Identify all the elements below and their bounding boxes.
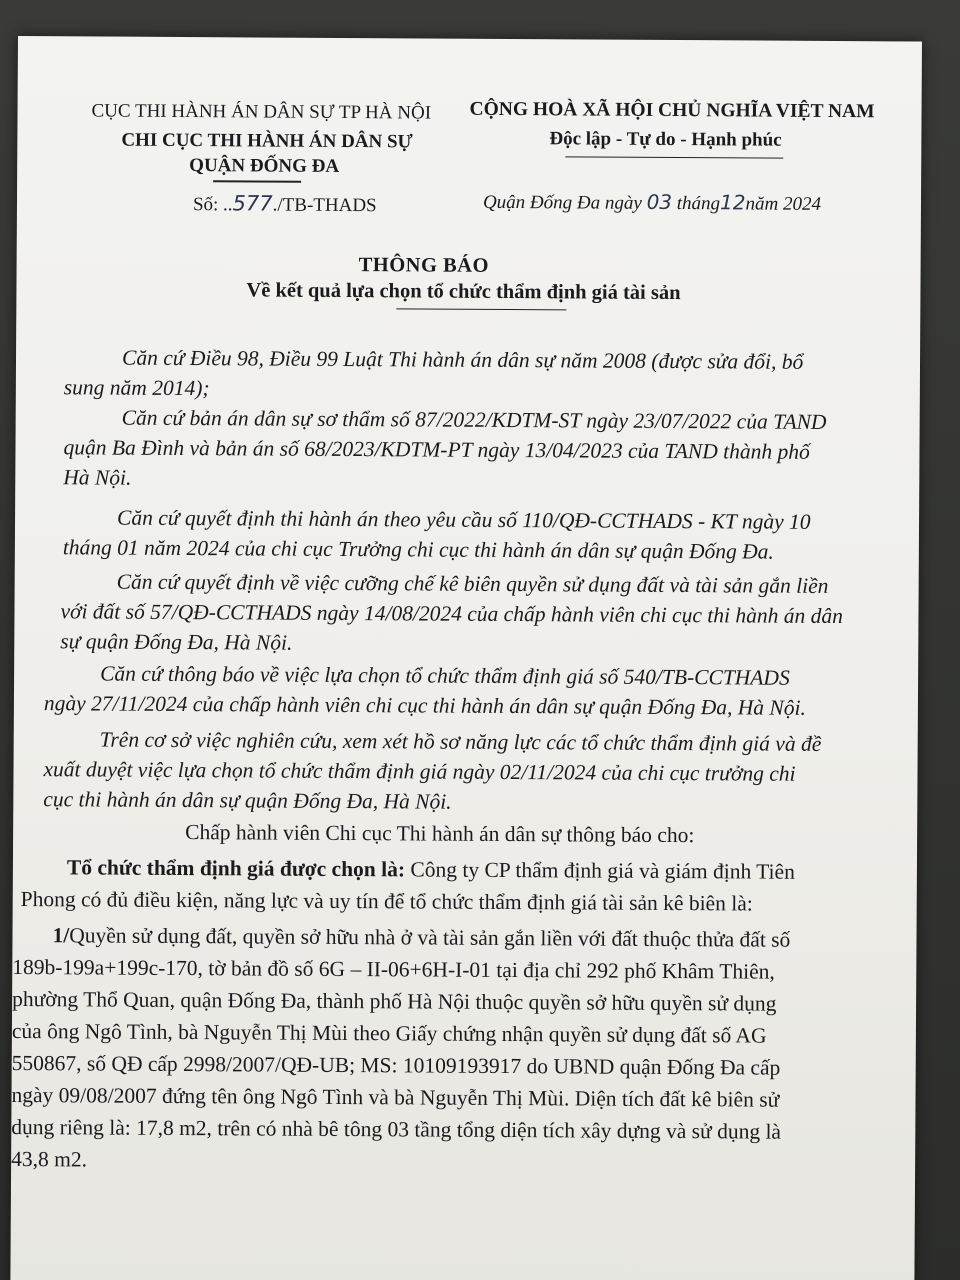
document-number (193, 191, 377, 217)
so-suffix: ./TB-THADS (272, 194, 377, 217)
date-year-label: năm 2024 (745, 193, 822, 215)
date-day: 03 (646, 189, 673, 214)
asset-item-line (52, 920, 790, 955)
agency-line-2: CHI CỤC THI HÀNH ÁN DÂN SỰ (121, 129, 413, 153)
selected-org-line (67, 852, 795, 886)
body-line: tháng 01 năm 2024 của chi cục Trưởng chi cục thi hành án dân sự quận Đống Đa. (62, 535, 774, 564)
body-line: phường Thổ Quan, quận Đống Đa, thành phố Hà Nội thuộc quyền sở hữu quyền sử dụng (12, 986, 777, 1016)
date-line (483, 189, 821, 216)
body-line: 43,8 m2. (11, 1146, 88, 1172)
body-line: của ông Ngô Tình, bà Nguyễn Thị Mùi theo Giấy chứng nhận quyền sử dụng đất số AG (11, 1018, 767, 1048)
body-line: Căn cứ quyết định thi hành án theo yêu cầu số 110/QĐ-CCTHADS - KT ngày 10 (116, 505, 811, 534)
body-line: quận Ba Đình và bản án số 68/2023/KDTM-PT ngày 13/04/2023 của TAND thành phố (63, 435, 810, 464)
motto-underline (565, 156, 783, 158)
notice-subtitle: Về kết quả lựa chọn tổ chức thẩm định giá tài sản (246, 279, 681, 305)
title-underline (396, 308, 566, 310)
body-line: Căn cứ thông báo về việc lựa chọn tổ chức thẩm định giá số 540/TB-CCTHADS (100, 661, 790, 690)
body-line: Căn cứ quyết định về việc cưỡng chế kê biên quyền sử dụng đất và tài sản gắn liền (116, 569, 829, 598)
body-line: sự quận Đống Đa, Hà Nội. (60, 629, 293, 655)
body-line: Căn cứ Điều 98, Điều 99 Luật Thi hành án dân sự năm 2008 (được sửa đổi, bổ (121, 345, 804, 374)
so-handwritten: 577 (232, 191, 273, 216)
agency-line-3: QUẬN ĐỐNG ĐA (189, 155, 340, 177)
body-line: với đất số 57/QĐ-CCTHADS ngày 14/08/2024 của chấp hành viên chi cục thi hành án dân (60, 599, 843, 629)
body-line: xuất duyệt việc lựa chọn tổ chức thẩm định giá ngày 02/11/2024 của chi cục trưởng chi (43, 757, 796, 786)
body-line: 550867, số QĐ cấp 2998/2007/QĐ-UB; MS: 10109193917 do UBND quận Đống Đa cấp (11, 1050, 781, 1080)
body-line: Căn cứ bản án dân sự sơ thẩm số 87/2022/KDTM-ST ngày 23/07/2022 của TAND (121, 405, 827, 434)
so-label: Số: .. (192, 194, 233, 216)
selected-org-label: Tổ chức thẩm định giá được chọn là: (66, 855, 406, 882)
national-motto: Độc lập - Tự do - Hạnh phúc (549, 128, 782, 151)
body-line: Trên cơ sở việc nghiên cứu, xem xét hồ sơ năng lực các tổ chức thẩm định giá và đề (99, 727, 822, 756)
body-line: Hà Nội. (63, 465, 132, 490)
document-page (10, 36, 922, 1280)
notice-title: THÔNG BÁO (358, 254, 490, 277)
date-month: 12 (720, 190, 746, 215)
body-line: ngày 27/11/2024 của chấp hành viên chi cục thi hành án dân sự quận Đống Đa, Hà Nội. (43, 691, 806, 720)
body-line: Phong có đủ điều kiện, năng lực và uy tín để tổ chức thẩm định giá tài sản kê biên là: (20, 887, 753, 916)
date-prefix: Quận Đống Đa ngày (482, 191, 642, 214)
asset-item-number: 1/ (52, 923, 70, 948)
body-line: Chấp hành viên Chi cục Thi hành án dân sự thông báo cho: (185, 820, 695, 848)
body-line: ngày 09/08/2007 đứng tên ông Ngô Tình và bà Nguyễn Thị Mùi. Diện tích đất kê biên sử (11, 1082, 780, 1112)
date-month-label: tháng (676, 193, 721, 215)
asset-item-text: Quyền sử dụng đất, quyền sở hữu nhà ở và tài sản gắn liền với đất thuộc thửa đất số (69, 923, 791, 952)
agency-line-1: CỤC THI HÀNH ÁN DÂN SỰ TP HÀ NỘI (91, 100, 432, 124)
body-line: cục thi hành án dân sự quận Đống Đa, Hà Nội. (43, 787, 452, 814)
body-line: dụng riêng là: 17,8 m2, trên có nhà bê tông 03 tầng tổng diện tích xây dựng và sử dụng là (11, 1114, 782, 1144)
body-line: 189b-199a+199c-170, tờ bản đồ số 6G – II-06+6H-I-01 tại địa chỉ 292 phố Khâm Thiên, (12, 954, 775, 984)
agency-underline (213, 180, 301, 182)
selected-org-name: Công ty CP thẩm định giá và giám định Tiên (404, 857, 795, 884)
national-title: CỘNG HOÀ XÃ HỘI CHỦ NGHĨA VIỆT NAM (469, 98, 875, 123)
body-line: sung năm 2014); (63, 375, 210, 401)
